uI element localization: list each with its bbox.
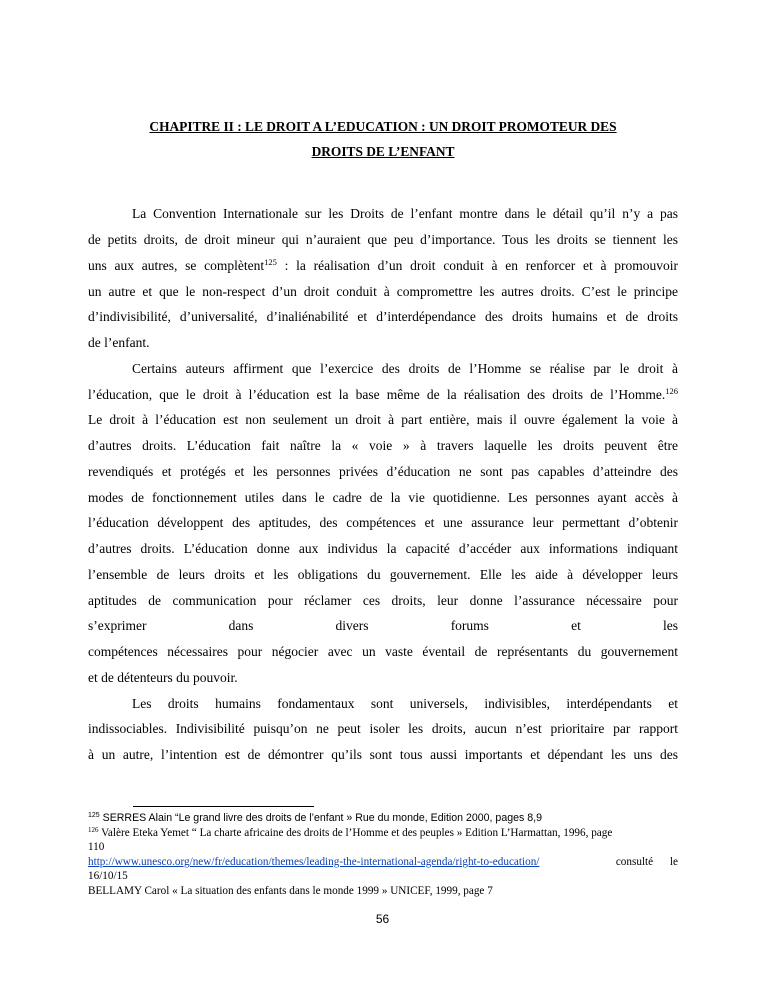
body-text: uns aux autres, se complètent [88,258,265,273]
body-text: : la réalisation d’un droit conduit à en renforcer et à promouvoir [276,258,678,273]
consulted-label: consulté le [615,856,678,868]
footnote-126 [88,826,678,840]
body-line: de petits droits, de droit mineur qui n’auraient que peu d’importance. Tous les droits se tiennent les [88,232,678,247]
footnote-text: SERRES Alain “Le grand livre des droits de l’enfant » Rue du monde, Edition 2000, pages 8,9 [99,812,542,824]
footnote-bellamy: BELLAMY Carol « La situation des enfants dans le monde 1999 » UNICEF, 1999, page 7 [88,885,493,897]
unesco-link[interactable]: http://www.unesco.org/new/fr/education/themes/leading-the-international-agenda/right-to-education/ [88,856,540,868]
body-text: l’éducation, que le droit à l’éducation est la base même de la réalisation des droits de l’Homme. [88,387,666,402]
footnote-126-continued: 110 [88,841,105,853]
footnote-ref: 125 [264,257,277,267]
footnote-ref: 126 [665,386,678,396]
body-line: indissociables. Indivisibilité puisqu’on ne peut isoler les droits, aucun n’est prioritaire par rapport [88,721,678,736]
body-line: Certains auteurs affirment que l’exercice des droits de l’Homme se réalise par le droit à [132,361,678,376]
body-line: La Convention Internationale sur les Droits de l’enfant montre dans le détail qu’il n’y a pas [132,206,678,221]
body-line: aptitudes de communication pour réclamer ces droits, leur donne l’assurance nécessaire pour [88,593,678,608]
body-line [88,386,678,404]
footnote-date: 16/10/15 [88,870,128,882]
body-line: un autre et que le non-respect d’un droit conduit à compromettre les autres droits. C’est le principe [88,284,678,299]
body-line: modes de fonctionnement utiles dans le cadre de la vie quotidienne. Les personnes ayant accès à [88,490,678,505]
footnote-separator [133,806,314,807]
chapter-title [88,114,678,164]
footnote-text: Valère Eteka Yemet “ La charte africaine des droits de l’Homme et des peuples » Edition L’Harmattan, 1996, page [98,827,613,839]
footnote-125 [88,811,678,825]
footnote-number: 125 [88,812,100,819]
body-line: Les droits humains fondamentaux sont universels, indivisibles, interdépendants et [132,696,678,711]
footnote-number: 126 [88,826,99,834]
body-line: d’autres droits. L’éducation fait naître la « voie » à travers laquelle les droits peuvent être [88,438,678,453]
chapter-title-line-1: CHAPITRE II : LE DROIT A L’EDUCATION : UN DROIT PROMOTEUR DES [149,119,617,134]
footnote-url-line [88,855,678,869]
body-line: d’autres droits. L’éducation donne aux individus la capacité d’accéder aux informations indiquant [88,541,678,556]
body-line: compétences nécessaires pour négocier avec un vaste éventail de représentants du gouvernement [88,644,678,659]
body-line: l’éducation développent des aptitudes, des compétences et une assurance leur permettant d’obtenir [88,515,678,530]
body-line: Le droit à l’éducation est non seulement un droit à part entière, mais il ouvre également la voie à [88,412,678,427]
body-line: à un autre, l’intention est de démontrer qu’ils sont tous aussi importants et dépendant les uns des [88,747,678,762]
body-line: de l’enfant. [88,335,150,350]
page-number: 56 [375,912,390,926]
body-line: revendiqués et protégés et les personnes privées d’éducation ne sont pas capables d’atteindre des [88,464,678,479]
body-line: et de détenteurs du pouvoir. [88,670,238,685]
body-line: s’exprimer dans divers forums et les [88,618,678,633]
chapter-title-line-2: DROITS DE L’ENFANT [311,144,455,159]
body-line: l’ensemble de leurs droits et les obligations du gouvernement. Elle les aide à développer leurs [88,567,678,582]
body-line [88,257,678,275]
body-line: d’indivisibilité, d’universalité, d’inaliénabilité et d’interdépendance des droits humains et de droits [88,309,678,324]
